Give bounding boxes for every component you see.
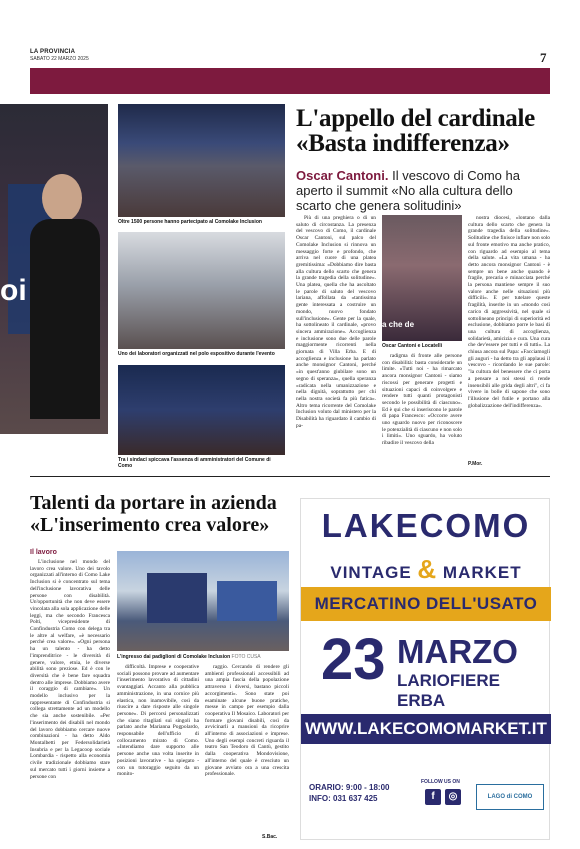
caption-workshop: Uno dei laboratori organizzati nel polo espositivo durante l'evento [118,351,275,357]
advertisement-lakecomo-market[interactable] [300,498,550,840]
ad-website-link[interactable]: WWW.LAKECOMOMARKET.IT [301,714,551,744]
page-number: 7 [540,50,547,65]
photo-entrance [117,551,289,651]
caption-audience: Oltre 1500 persone hanno partecipato al Comolake Inclusion [118,219,262,225]
lago-di-como-logo: LAGO di COMO [476,784,544,810]
article2-col3: raggio. Cercando di rendere gli ambienti professionali accessibili ad una ampia fascia della popolazione attraverso i diversi, bastano piccoli accorgimenti». Sono state poi esaminate alcune buone pratiche, messe in campo per esempio dalla cooperativa Il Mosaico. Laboratori per formare giovani disabili, così da avvicinarli a mansioni da ricoprire all'interno di associazioni e imprese. Uno degli esempi concreti riguarda il teatro San Teodoro di Cantù, gestito dalla cooperativa Mondovisione, all'interno del quale è cresciuto un giovane avviato ora a una crescita professionale. [205,664,289,778]
article1-col2: radigma di fronte alle persone con disabilità: basta considerarle un limite. «Tutti noi - ha rimarcato ancora monsignor Cantoni - siamo riscossi per generare progetti e situazioni capaci di coinvolgere e rendere tutti quanti protagonisti secondo le possibilità di ciascuno». Ed è qui che si inseriscono le parole di papa Francesco: «Occorre avere uno sguardo nuovo per riconoscere le potenzialità di ciascuno e non solo i limiti». Uno sguardo, ha voluto ribadire il vescovo della [382,353,462,447]
ad-hours: ORARIO: 9:00 - 18:00 INFO: 031 637 425 [309,783,390,803]
caption-mayors: Tra i sindaci spiccava l'assenza di amministratori del Comune di Como [118,457,271,469]
caption-entrance: L'ingresso dai padiglioni di Comolake Inclusion FOTO CUSA [117,654,261,660]
photo-mayors [118,365,285,455]
article2-kicker: Il lavoro [30,549,57,556]
ad-tagline: VINTAGE & MARKET [330,554,522,584]
ad-location: LARIOFIERE ERBA [397,671,500,710]
facebook-icon[interactable]: f [425,789,441,805]
photo-workshop [118,232,285,349]
photo-audience [118,104,285,217]
article-subtitle: Oscar Cantoni. Il vescovo di Como ha aperto il summit «No alla cultura dello scarto che genera solitudini» [296,168,520,213]
article-title: L'appello del cardinale «Basta indifferenza» [296,105,535,157]
photo-speaker: oi [0,104,108,434]
article2-signature: S.Bac. [262,834,278,840]
ad-follow-label: FOLLOW US ON [421,779,460,785]
article1-col3: nostra diocesi, «lontano dalla cultura dello scarto che genera la grande tragedia della solitudine». Solitudine che finisce inflare non solo sul fronte emotivo ma anche pratico, con riguardo ad esempio al tema della salute. «La vita umana - ha detto ancora monsignor Cantoni - è sempre un bene anche quando è fragile, precaria e minacciata perché la persona mantiene sempre il suo valore anche nelle situazioni più difficili». E per tutelare queste fragilità, inserite in un «mondo così carico di aggressività, nel quale si sottolineano principi di superiorità ed esclusione, dobbiamo porre le basi di una cultura di accoglienza, solidarietà, amicizia e cura. Una cura che dev'essere per tutti e di tutti». La chiusa ancora sul Papa: «Facciamogli gli auguri - ha detto tra gli applausi il vescovo - ricordando le sue parole: "la cultura del benessere che ci porta a pensare a noi stessi ci rende insensibili alle grida degli altri", ci fa vivere in bolle di sapone che sono l'illusione del futile e portano alla globalizzazione dell'indifferenza». [468,215,550,409]
article1-col1: Più di una preghiera o di un saluto di circostanza. La presenza del vescovo di Como, il cardinale Oscar Cantoni, sul palco del Comolake Inclusion si rinnova un messaggio forte e profondo, che arriva nel cuore di una platea gremitissima: «Dobbiamo dire basta alla cultura dello scarto che genera la grande tragedia della solitudine». Una platea, quella che ha ascoltato le parole di saluto del vescovo lariana, affollata da «tantissima gente interessata a costruire un mondo, nuovo fondato sull'inclusione». Gente per la quale, ha sottolineato il cardinale, «provo sincera ammirazione». Accoglienza e inclusione sono due delle parole maggiormente ricorrenti nella giornata di Villa Erba. E di accoglienza e inclusione ha parlato anche monsignor Cantoni, perché «in quest'anno giubilare sono un segno di speranza», quella speranza «radicata nella umanizzazione e nella dignità, soprattutto per chi nella nostra società fa più fatica». Altro tema ricorrente del Comolake Inclusion voluto dal ministero per la Disabilità ha riguardato il cambio di pa- [296,215,376,429]
article2-col2: difficoltà. Imprese e cooperative sociali possono provare ad aumentare l'inserimento lavorativo di cittadini svantaggiati. Accanto alla pubblica amministrazione, in una cornice più elastica, non inamovibile, così da riuscire a dare risposte alle singole persone». Di percorsi personalizzati che siano ritagliati sui singoli ha parlato anche Marianna Pogpolardo, responsabile dell'ufficio di collocamento mirato di Como. «Intendiamo dare supporto alle persone anche una volta inserite in posizioni lavorative - ha spiegato - con un tutoraggio seguito da un monito- [117,664,199,778]
issue-date: SABATO 22 MARZO 2025 [30,56,89,62]
section-divider [30,476,550,477]
newspaper-name: LA PROVINCIA [30,49,76,55]
article1-signature: P.Mor. [468,461,483,467]
ad-brand: LAKECOMO [321,507,531,544]
ad-day: 23 [321,627,386,692]
instagram-icon[interactable]: ◎ [445,789,461,805]
article2-title: Talenti da portare in azienda «L'inserimento crea valore» [30,492,277,536]
photo-cardinal: a che de [382,215,462,341]
ad-month: MARZO [397,633,518,670]
article2-col1: L'inclusione nel mondo del lavoro crea valore. Uno dei tavolo organizzati all'interno di Como Lake Inclusion si è concentrato sul tema dell'inclusione lavorativa delle persone con disabilità. Un'opportunità che non deve essere vincolata alla sola applicazione delle leggi, ma che secondo Francesca Polti, vicepresidente di Confindustria Como con delega tra le altre al welfare, «è necessario perché crea valore». «Ogni persona ha un talento - ha detto l'imprenditrice - le diversità di genere, valore, etnia, le diverse abilità sono preziose. Ed è con le diversità che è bene fare squadra dentro alle imprese. Dobbiamo avere il coraggio di cambiare». Un modello inclusivo per la rappresentante di Confindustria si collega strettamente ad un modello che sia anche sostenibile. «Per l'inserimento dei disabili nel mondo del lavoro dobbiamo cercare nuove combinazioni - ha detto Aldo Montalbetti per Federsolidarietà Insubria e per la Legacoop sociale Lombardia - rispetto alla economia civile tradizionale dobbiamo stare sul mercato tutti i giorni insieme a persone con [30,559,110,780]
caption-cardinal: Oscar Cantoni e Locatelli [382,343,443,349]
ad-band: MERCATINO DELL'USATO [301,587,551,621]
header-bar [30,68,550,94]
